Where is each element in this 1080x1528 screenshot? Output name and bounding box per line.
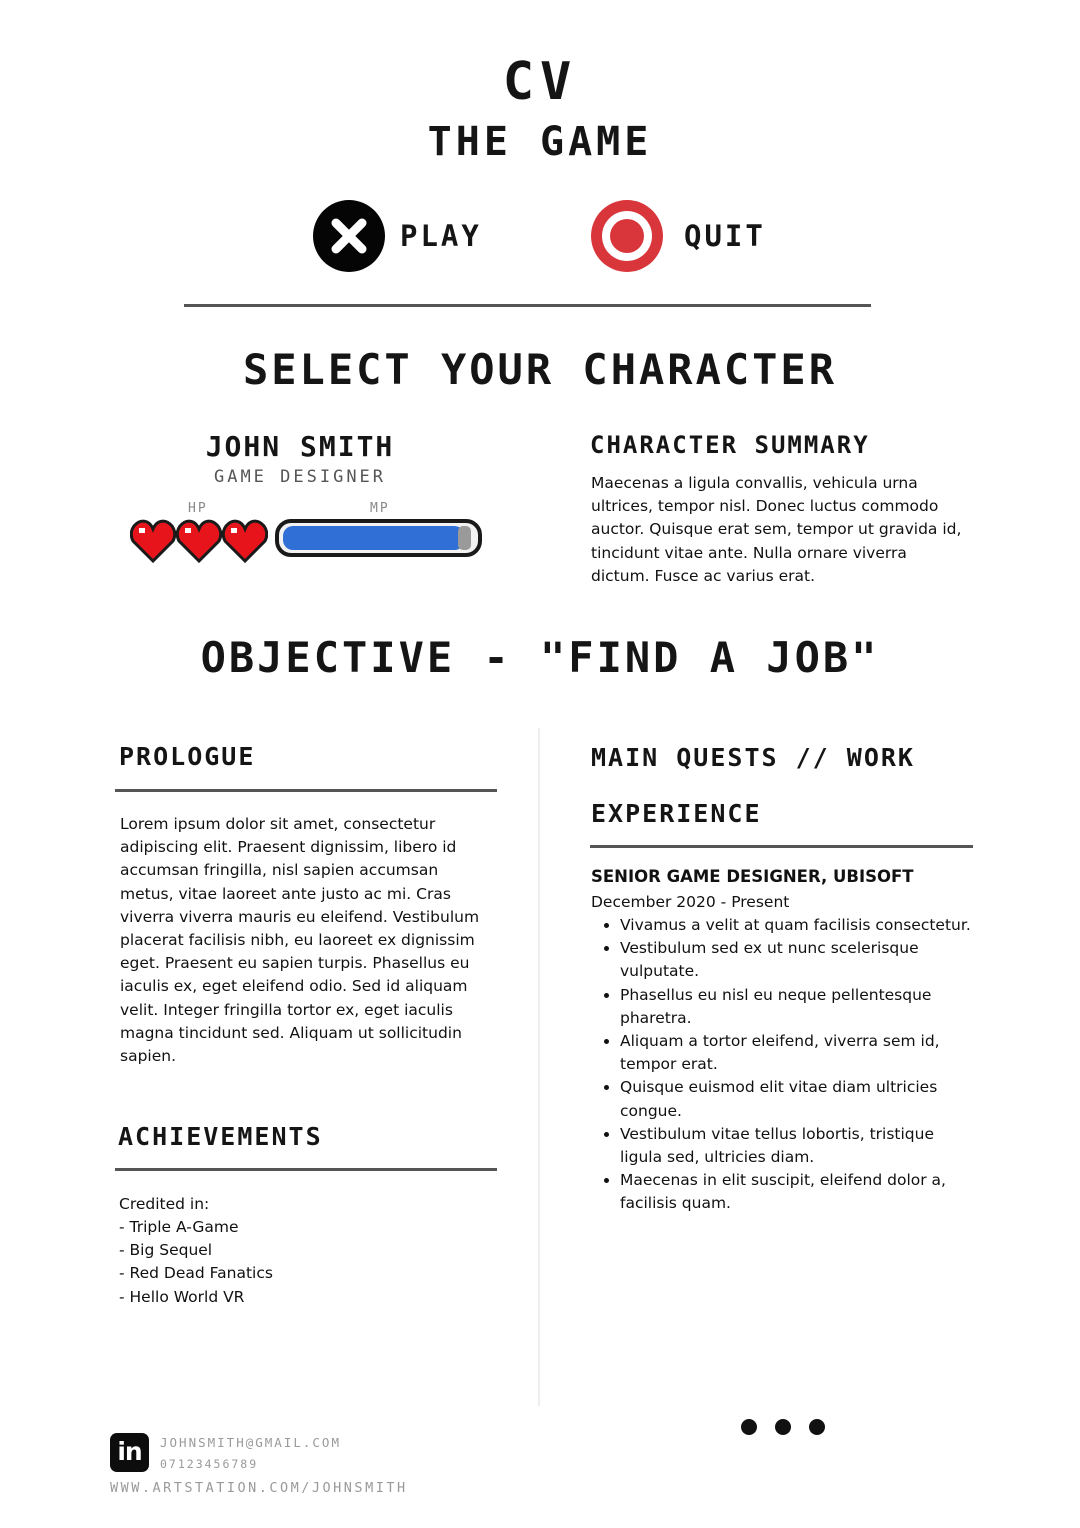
prologue-divider	[115, 789, 497, 792]
mp-bar-fill	[283, 526, 464, 550]
experience-title: EXPERIENCE	[591, 799, 762, 828]
character-name: JOHN SMITH	[205, 430, 395, 463]
target-button-icon	[590, 199, 664, 273]
contact-website[interactable]: WWW.ARTSTATION.COM/JOHNSMITH	[110, 1480, 408, 1496]
contact-email[interactable]: JOHNSMITH@GMAIL.COM	[160, 1435, 341, 1450]
heart-icon	[176, 519, 222, 563]
column-divider	[538, 728, 540, 1406]
character-role: GAME DESIGNER	[213, 467, 387, 487]
main-quests-title: MAIN QUESTS // WORK	[591, 743, 915, 772]
job-bullets	[591, 914, 980, 1216]
character-summary-title: CHARACTER SUMMARY	[590, 431, 870, 459]
quit-button[interactable]	[590, 199, 790, 275]
cv-title: CV	[502, 52, 578, 112]
list-item: • Vivamus a velit at quam facilisis consectetur.	[620, 914, 980, 937]
select-character-heading: SELECT YOUR CHARACTER	[242, 345, 837, 394]
ellipsis-dot	[809, 1419, 825, 1435]
list-item: • Aliquam a tortor eleifend, viverra sem id, tempor erat.	[620, 1030, 980, 1076]
list-item: - Big Sequel	[119, 1241, 213, 1260]
play-label: PLAY	[400, 219, 482, 253]
list-item: • Vestibulum sed ex ut nunc scelerisque vulputate.	[620, 937, 980, 983]
header-divider	[184, 304, 871, 307]
achievements-intro: Credited in:	[119, 1195, 210, 1213]
heart-icon	[222, 519, 268, 563]
quests-divider	[590, 845, 973, 848]
game-subtitle: THE GAME	[427, 119, 653, 165]
ellipsis-dot	[741, 1419, 757, 1435]
x-button-icon	[312, 199, 386, 273]
list-item: • Quisque euismod elit vitae diam ultricies congue.	[620, 1076, 980, 1122]
play-button[interactable]	[312, 199, 512, 275]
contact-phone: 07123456789	[160, 1457, 259, 1471]
linkedin-icon[interactable]	[110, 1433, 149, 1472]
hp-label: HP	[188, 501, 208, 516]
list-item: • Maecenas in elit suscipit, eleifend dolor a, facilisis quam.	[620, 1169, 980, 1215]
quit-label: QUIT	[684, 219, 766, 253]
prologue-title: PROLOGUE	[119, 742, 256, 771]
list-item: • Vestibulum vitae tellus lobortis, tristique ligula sed, ultricies diam.	[620, 1123, 980, 1169]
heart-icon	[130, 519, 176, 563]
mp-label: MP	[370, 501, 390, 516]
job-dates: December 2020 - Present	[591, 893, 790, 911]
list-item: - Hello World VR	[119, 1287, 245, 1306]
linkedin-logo-text: in	[117, 1437, 142, 1466]
ellipsis-dot	[775, 1419, 791, 1435]
objective-heading: OBJECTIVE - "FIND A JOB"	[200, 633, 880, 682]
achievements-divider	[115, 1168, 497, 1171]
job-title: SENIOR GAME DESIGNER, UBISOFT	[591, 867, 914, 886]
character-summary-text: Maecenas a ligula convallis, vehicula urna ultrices, tempor nisl. Donec luctus commodo auctor. Quisque erat sem, tempor ut gravida id, tincidunt vitae ante. Nulla ornare viverra dictum. Fusce ac varius erat.	[591, 474, 962, 585]
list-item: - Triple A-Game	[119, 1218, 239, 1236]
achievements-list	[119, 1216, 479, 1309]
list-item: • Phasellus eu nisl eu neque pellentesque pharetra.	[620, 984, 980, 1030]
list-item: - Red Dead Fanatics	[119, 1264, 273, 1283]
hp-hearts	[130, 519, 270, 565]
mp-bar	[274, 517, 484, 559]
achievements-title: ACHIEVEMENTS	[118, 1122, 323, 1151]
prologue-text: Lorem ipsum dolor sit amet, consectetur adipiscing elit. Praesent dignissim, libero id accumsan fringilla, nisl sapien accumsan metus, vitae laoreet ante justo ac mi. Cras viverra viverra mauris eu eleifend. Vestibulum placerat facilisis nibh, eu laoreet ex dignissim eget. Praesent eu sapien turpis. Phasellus eu iaculis ex, eget eleifend odio. Sed id aliquam velit. Integer fringilla tortor ex, eget iaculis magna tincidunt sed. Aliquam ut sollicitudin sapien.	[120, 815, 480, 1066]
